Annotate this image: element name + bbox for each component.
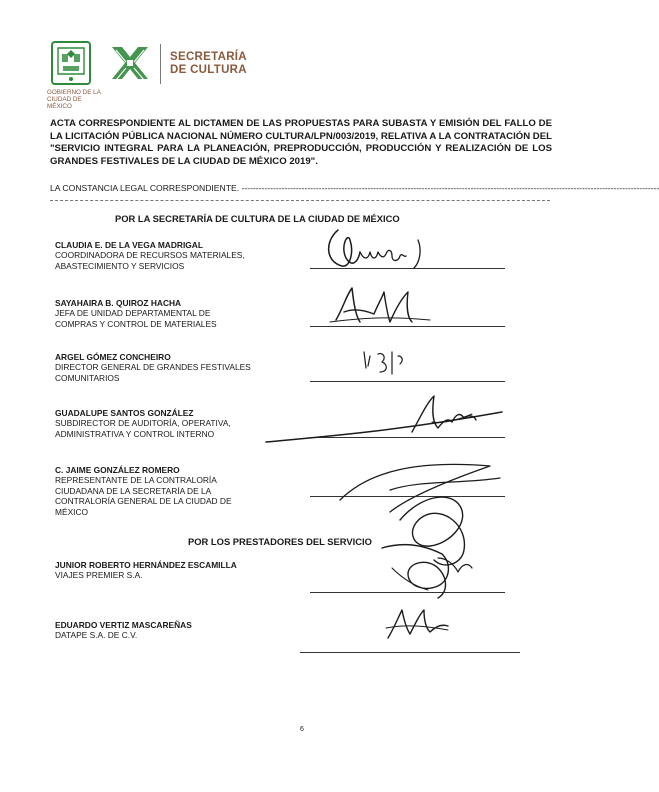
handwritten-signature [378,598,458,646]
section-title-prestadores: POR LOS PRESTADORES DEL SERVICIO [188,536,372,547]
dashed-separator [50,200,550,201]
handwritten-signature [372,528,482,603]
header-divider [160,44,161,84]
secretariat-line-2: DE CULTURA [170,64,247,76]
signature-line [300,652,520,653]
signer-block-2 [55,298,310,329]
signer-name: C. JAIME GONZÁLEZ ROMERO [55,465,180,475]
government-label [47,89,107,110]
signer-title-line: COORDINADORA DE RECURSOS MATERIALES, [55,250,245,261]
government-label-line-1: GOBIERNO DE LA [47,89,101,96]
section-title-secretaria: POR LA SECRETARÍA DE CULTURA DE LA CIUDAD DE MÉXICO [115,213,400,224]
signer-title-line: DATAPE S.A. DE C.V. [55,630,138,641]
signer-title-line: COMUNITARIOS [55,372,120,383]
signer-block-5 [55,465,310,517]
signature-line [310,381,505,382]
handwritten-signature [330,276,440,331]
signer-block-1 [55,240,310,271]
handwritten-signature [320,222,450,277]
signer-title-line: ADMINISTRATIVA Y CONTROL INTERNO [55,428,215,439]
handwritten-signature [358,346,428,380]
signer-title-line: ABASTECIMIENTO Y SERVICIOS [55,260,185,271]
cdmx-logo-icon [108,43,154,87]
legal-constancia-line: LA CONSTANCIA LEGAL CORRESPONDIENTE. -------------------------------------------------------------------------------------------------------------------------------------------------- [50,183,659,193]
signer-name: SAYAHAIRA B. QUIROZ HACHA [55,298,182,308]
signer-title-line: CIUDADANA DE LA SECRETARÍA DE LA [55,485,212,496]
signer-name: CLAUDIA E. DE LA VEGA MADRIGAL [55,240,203,250]
signer-title-line: CONTRALORÍA GENERAL DE LA CIUDAD DE [55,496,232,507]
signer-title-line: VIAJES PREMIER S.A. [55,570,143,581]
cdmx-coat-of-arms-icon [50,40,92,90]
secretariat-line-1: SECRETARÍA [170,51,247,63]
act-intro-paragraph: ACTA CORRESPONDIENTE AL DICTAMEN DE LAS PROPUESTAS PARA SUBASTA Y EMISIÓN DEL FALLO DE LA LICITACIÓN PÚBLICA NACIONAL NÚMERO CULTURA/LPN/003/2019, RELATIVA A LA CONTRATACIÓN DEL "SERVICIO INTEGRAL PARA LA PLANEACIÓN, PREPRODUCCIÓN, PRODUCCIÓN Y REALIZACIÓN DE LOS GRANDES FESTIVALES DE LA CIUDAD DE MÉXICO 2019". [50,118,552,167]
government-label-line-2: CIUDAD DE MÉXICO [47,96,82,110]
signer-title-line: SUBDIRECTOR DE AUDITORÍA, OPERATIVA, [55,418,231,429]
page-number: 6 [300,726,304,733]
signer-title-line: MÉXICO [55,506,89,517]
signer-title-line: COMPRAS Y CONTROL DE MATERIALES [55,318,217,329]
signer-block-7 [55,620,310,641]
signer-name: GUADALUPE SANTOS GONZÁLEZ [55,408,194,418]
signer-block-3 [55,352,310,383]
signer-block-6 [55,560,310,581]
signer-title-line: JEFA DE UNIDAD DEPARTAMENTAL DE [55,308,211,319]
signer-title-line: DIRECTOR GENERAL DE GRANDES FESTIVALES [55,362,251,373]
secretariat-name [170,51,247,77]
handwritten-signature [262,392,512,447]
signer-title-line: REPRESENTANTE DE LA CONTRALORÍA [55,475,217,486]
signer-name: JUNIOR ROBERTO HERNÁNDEZ ESCAMILLA [55,560,237,570]
signer-name: ARGEL GÓMEZ CONCHEIRO [55,352,171,362]
signer-name: EDUARDO VERTIZ MASCAREÑAS [55,620,192,630]
